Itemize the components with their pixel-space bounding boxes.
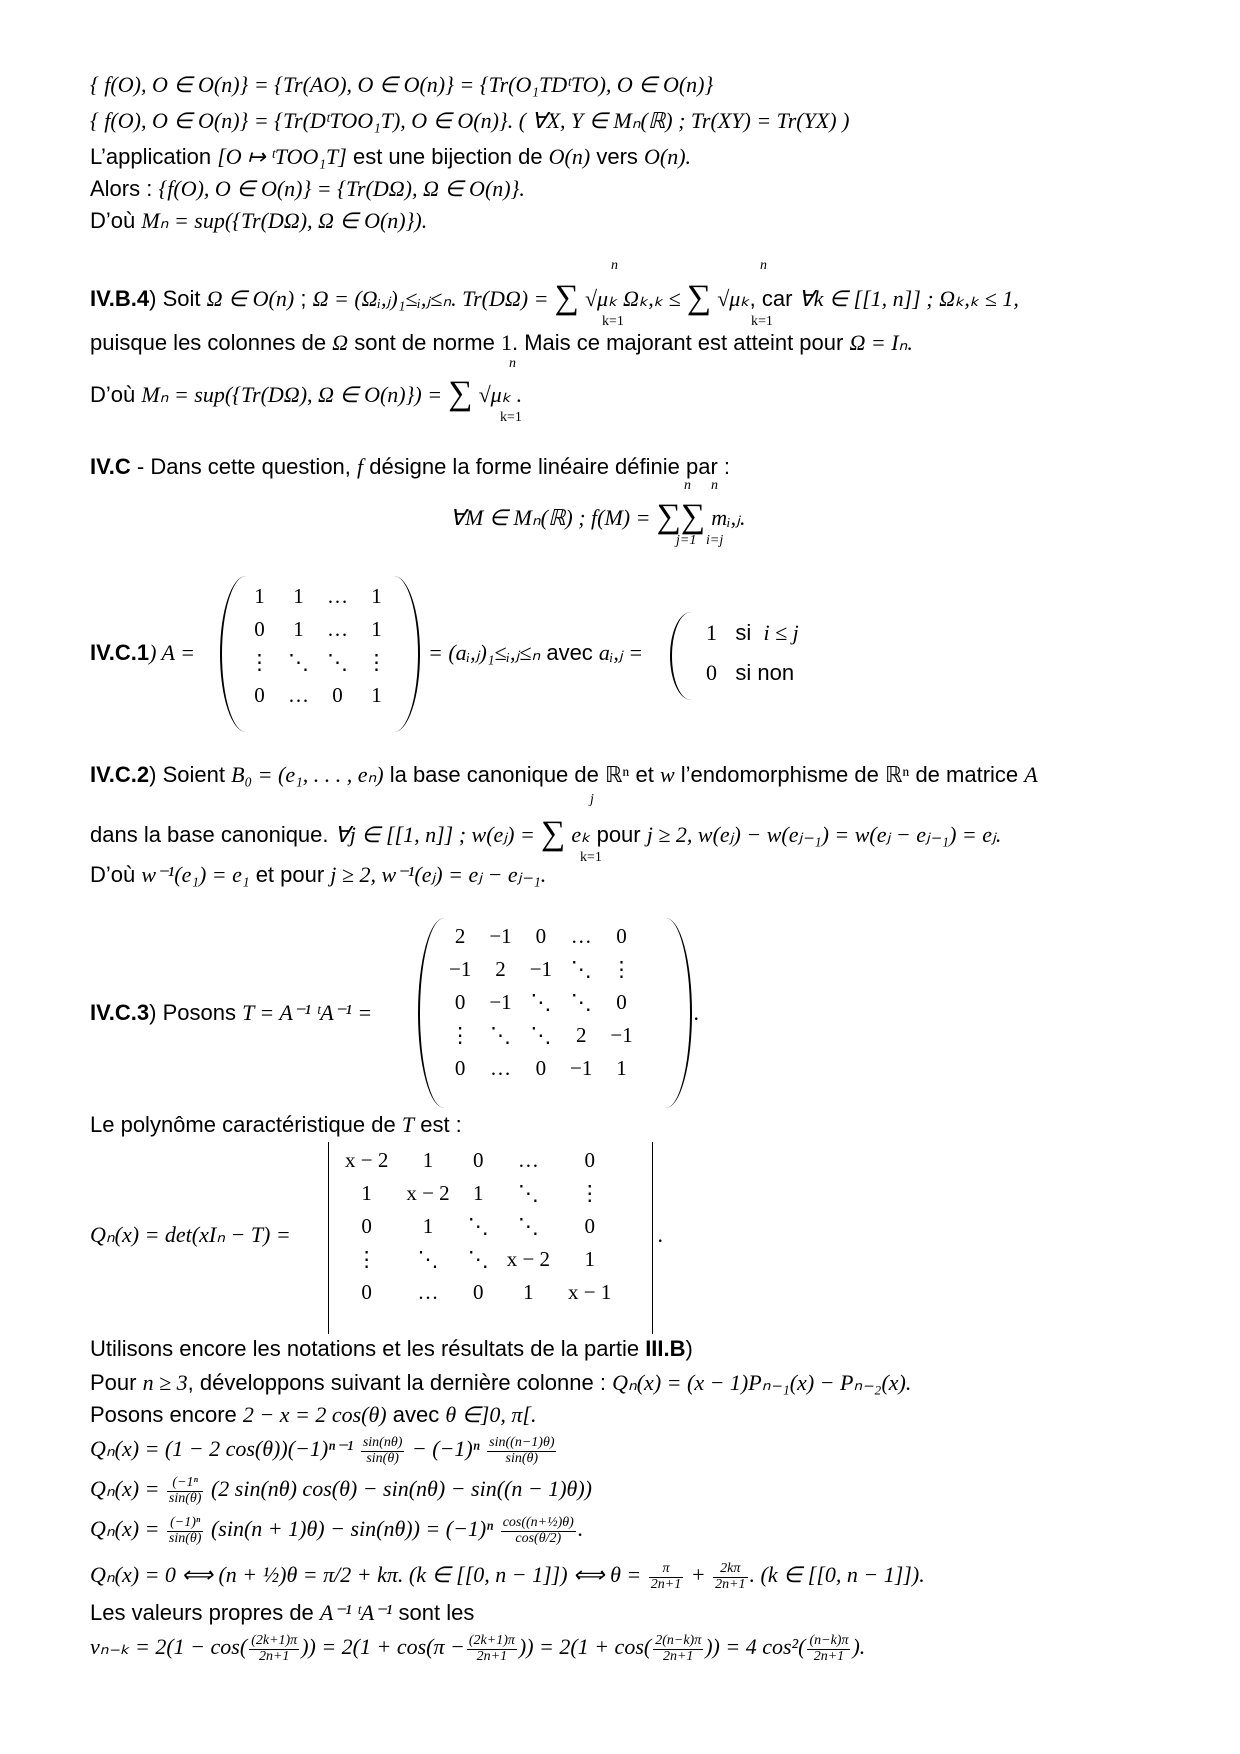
line-ivc3-end <box>694 1000 700 1025</box>
matrix-row <box>240 646 396 679</box>
math: ∀M ∈ Mₙ(ℝ) ; f(M) = <box>450 505 651 530</box>
math: + <box>685 1562 712 1588</box>
numerator: (−1ⁿ <box>167 1476 204 1492</box>
matrix-cell: ⋮ <box>449 1023 471 1047</box>
fraction <box>167 1476 204 1506</box>
math: A⁻¹ ᵗA⁻¹ <box>319 1600 393 1625</box>
numerator: cos((n+½)θ) <box>502 1515 574 1530</box>
matrix-cell: … <box>570 924 592 948</box>
denominator: sin(θ) <box>168 1490 202 1506</box>
denominator: 2n+1 <box>662 1648 694 1664</box>
matrix-row <box>336 1276 620 1309</box>
line-17-end <box>658 1222 664 1247</box>
matrix-row <box>336 1144 620 1177</box>
matrix-cell: 0 <box>454 990 466 1014</box>
matrix-row <box>440 986 642 1019</box>
text: et <box>629 762 660 787</box>
numerator: (2k+1)π <box>468 1633 515 1648</box>
line-16 <box>90 1112 462 1137</box>
math: O(n) <box>548 144 591 169</box>
math: eₖ <box>571 822 591 847</box>
math: (sin(n + 1)θ) − sin(nθ)) = (−1)ⁿ <box>210 1516 494 1542</box>
math: T <box>401 1112 415 1137</box>
sum-symbol: ∑ <box>680 498 706 535</box>
math: Qₙ(x) = (1 − 2 cos(θ))(−1)ⁿ⁻¹ <box>90 1436 354 1462</box>
numerator: (n−k)π <box>809 1633 849 1648</box>
matrix-cell: 1 <box>361 1181 372 1205</box>
line-8 <box>90 372 522 411</box>
line-2-remark: ( ∀X, Y ∈ Mₙ(ℝ) ; Tr(XY) = Tr(YX) ) <box>513 108 850 133</box>
matrix-cell: 0 <box>361 1214 372 1238</box>
sum-lower: i=j <box>706 533 724 548</box>
math: − (−1)ⁿ <box>411 1436 480 1462</box>
math: Qₙ(x) = (x − 1)Pₙ₋₁(x) − Pₙ₋₂(x). <box>612 1370 912 1395</box>
matrix-cell: 1 <box>472 1181 484 1205</box>
matrix-t <box>440 920 642 1085</box>
text: sont les <box>392 1600 475 1625</box>
matrix-cell: 1 <box>422 1214 434 1238</box>
math: Ω = (Ωᵢ,ⱼ)₁≤ᵢ,ⱼ≤ₙ. Tr(DΩ) = <box>312 286 549 311</box>
matrix-cell: ⋱ <box>517 1214 539 1238</box>
matrix-cell: ⋮ <box>366 650 387 674</box>
matrix-cell: ⋱ <box>530 1023 552 1047</box>
math: )) = 2(1 + cos(π − <box>301 1634 465 1660</box>
line-ivc1-rhs <box>428 640 643 665</box>
math: √μₖ . <box>478 382 523 407</box>
line-2-formula: { f(O), O ∈ O(n)} = {Tr(DᵗTOO₁T), O ∈ O(n)}. <box>90 108 514 133</box>
math: O(n). <box>644 144 692 169</box>
line-7 <box>90 330 913 355</box>
matrix-row <box>440 1019 642 1052</box>
line-24 <box>90 1562 925 1592</box>
math: ) A = <box>149 640 195 665</box>
fraction <box>653 1634 703 1664</box>
text: est une bijection de <box>346 144 549 169</box>
matrix-cell: ⋱ <box>288 650 309 674</box>
text: . Mais ce majorant est atteint pour <box>511 330 850 355</box>
matrix-cell: ⋱ <box>570 957 592 981</box>
matrix-cell: ⋱ <box>467 1214 489 1238</box>
matrix-row <box>440 953 642 986</box>
text: est : <box>414 1112 462 1137</box>
denominator: 2n+1 <box>258 1648 290 1664</box>
matrix-cell: ⋮ <box>611 957 633 981</box>
matrix-cell: 1 <box>584 1247 595 1271</box>
matrix-cell: 1 <box>293 617 304 641</box>
sum-symbol: ∑ <box>554 279 579 316</box>
math: . <box>577 1516 584 1542</box>
math: w⁻¹(e₁) = e₁ <box>141 862 250 887</box>
denominator: 2n+1 <box>813 1648 845 1664</box>
math: Qₙ(x) = 0 ⟺ (n + ½)θ = π/2 + kπ. (k ∈ [[0, n − 1]]) ⟺ θ = <box>90 1562 642 1588</box>
matrix-row <box>240 613 396 646</box>
math: νₙ₋ₖ = 2(1 − cos( <box>90 1634 248 1660</box>
matrix-row <box>336 1177 620 1210</box>
matrix-cell: 1 <box>254 584 265 608</box>
matrix-cell: 1 <box>523 1280 534 1304</box>
section-label: IV.C.2 <box>90 762 150 787</box>
math: Ω <box>332 330 349 355</box>
sum-upper: n <box>684 478 691 493</box>
sum-symbol: ∑ <box>540 815 566 852</box>
math: w <box>659 762 675 787</box>
text: Les valeurs propres de <box>90 1600 320 1625</box>
numerator: sin((n−1)θ) <box>489 1435 555 1450</box>
fraction <box>649 1562 683 1592</box>
matrix-cell: 0 <box>616 924 627 948</box>
matrix-cell: −1 <box>610 1023 633 1047</box>
math: (2 sin(nθ) cos(θ) − sin(nθ) − sin((n − 1)θ)) <box>210 1476 592 1502</box>
sum-lower: k=1 <box>602 314 624 329</box>
math: A <box>1024 762 1038 787</box>
fraction <box>487 1436 556 1466</box>
text: et pour <box>249 862 331 887</box>
case-2 <box>706 660 794 685</box>
matrix-cell: ⋮ <box>356 1247 378 1271</box>
line-19 <box>90 1370 911 1395</box>
matrix-cell: 0 <box>454 1056 466 1080</box>
matrix-q <box>336 1144 620 1309</box>
math: ℝⁿ <box>884 762 910 787</box>
math: Mₙ = sup({Tr(DΩ), Ω ∈ O(n)}). <box>141 208 428 233</box>
matrix-cell: 0 <box>584 1214 595 1238</box>
line-4 <box>90 176 525 201</box>
matrix-cell: 1 <box>616 1056 627 1080</box>
math: )) = 4 cos²( <box>705 1634 806 1660</box>
math: ∀j ∈ [[1, n]] ; w(eⱼ) = <box>334 822 535 847</box>
math: T = A⁻¹ ᵗA⁻¹ = <box>242 1000 373 1025</box>
text: désigne la forme linéaire définie par : <box>363 454 731 479</box>
section-label: IV.C.3 <box>90 1000 150 1025</box>
matrix-cell: x − 2 <box>345 1148 389 1172</box>
matrix-cell: … <box>327 584 348 608</box>
text: vers <box>590 144 645 169</box>
matrix-row <box>336 1210 620 1243</box>
text: puisque les colonnes de <box>90 330 333 355</box>
sum-upper: n <box>611 258 618 273</box>
text: de matrice <box>909 762 1025 787</box>
matrix-cell: … <box>417 1280 439 1304</box>
numerator: π <box>649 1562 683 1578</box>
line-25 <box>90 1600 474 1625</box>
denominator: sin(θ) <box>168 1530 202 1546</box>
matrix-cell: x − 1 <box>568 1280 612 1304</box>
math: 0 <box>706 660 717 685</box>
sum-upper: n <box>509 356 516 371</box>
math: Ω = Iₙ. <box>849 330 913 355</box>
denominator: 2n+1 <box>476 1648 508 1664</box>
text: L’application <box>90 144 218 169</box>
line-2 <box>90 108 849 133</box>
math: 2 − x = 2 cos(θ) <box>242 1402 387 1427</box>
matrix-row <box>240 679 396 712</box>
math: )) = 2(1 + cos( <box>518 1634 652 1660</box>
matrix-cell: x − 2 <box>406 1181 450 1205</box>
matrix-cell: 1 <box>371 683 382 707</box>
matrix-cell: … <box>517 1148 539 1172</box>
sum-lower: k=1 <box>580 850 602 865</box>
math: aᵢ,ⱼ = <box>598 640 644 665</box>
matrix-cell: ⋱ <box>467 1247 489 1271</box>
line-ivc2 <box>90 762 1038 787</box>
text: - Dans cette question, <box>130 454 358 479</box>
matrix-cell: 0 <box>472 1148 484 1172</box>
text: sont de norme <box>348 330 501 355</box>
line-21 <box>90 1436 558 1466</box>
math: . <box>694 1000 700 1025</box>
text: ) Soit <box>149 286 207 311</box>
line-ivc1 <box>90 640 195 665</box>
line-26 <box>90 1634 865 1664</box>
text: , car <box>749 286 799 311</box>
case-1 <box>706 620 799 645</box>
text: Le polynôme caractéristique de <box>90 1112 402 1137</box>
line-23 <box>90 1516 583 1546</box>
math: 1 <box>500 330 512 355</box>
fraction <box>501 1516 576 1546</box>
text: Pour <box>90 1370 143 1395</box>
text: dans la base canonique. <box>90 822 335 847</box>
line-18 <box>90 1336 693 1361</box>
math: mᵢ,ⱼ. <box>711 505 746 530</box>
matrix-cell: 0 <box>535 924 547 948</box>
line-17 <box>90 1222 291 1247</box>
matrix-a <box>240 580 396 712</box>
matrix-cell: 0 <box>332 683 343 707</box>
fraction <box>167 1516 204 1546</box>
line-ivc3 <box>90 1000 372 1025</box>
text: avec <box>540 640 599 665</box>
sum-lower: k=1 <box>500 410 522 425</box>
math: j ≥ 2, w⁻¹(eⱼ) = eⱼ − eⱼ₋₁. <box>330 862 547 887</box>
matrix-cell: ⋱ <box>417 1247 439 1271</box>
matrix-cell: ⋱ <box>530 990 552 1014</box>
math: . <box>658 1222 664 1247</box>
sum-lower: j=1 <box>676 533 697 548</box>
text: ) Posons <box>149 1000 243 1025</box>
section-ref: III.B <box>645 1336 686 1361</box>
denominator: sin(θ) <box>366 1450 399 1466</box>
fraction <box>807 1634 850 1664</box>
math: {f(O), O ∈ O(n)} = {Tr(DΩ), Ω ∈ O(n)}. <box>158 176 525 201</box>
matrix-cell: ⋱ <box>570 990 592 1014</box>
math: ℝⁿ <box>605 762 630 787</box>
sum-symbol: ∑ <box>686 279 712 316</box>
matrix-row <box>440 920 642 953</box>
text: pour <box>590 822 647 847</box>
matrix-cell: 1 <box>422 1148 434 1172</box>
section-label: IV.B.4 <box>90 286 150 311</box>
text: Posons encore <box>90 1402 243 1427</box>
matrix-row <box>240 580 396 613</box>
matrix-cell: ⋮ <box>579 1181 601 1205</box>
matrix-cell: 2 <box>495 957 506 981</box>
matrix-cell: −1 <box>489 990 512 1014</box>
math: √μₖ Ωₖ,ₖ ≤ <box>584 286 681 311</box>
fraction <box>361 1436 405 1466</box>
matrix-cell: 1 <box>371 617 382 641</box>
section-label: IV.C.1 <box>90 640 150 665</box>
sum-symbol: ∑ <box>448 375 473 412</box>
text: D’où <box>90 208 142 233</box>
math: √μₖ <box>717 286 750 311</box>
text: ; <box>294 286 313 311</box>
math: 1 <box>706 620 717 645</box>
math: = (aᵢ,ⱼ)₁≤ᵢ,ⱼ≤ₙ <box>428 640 541 665</box>
matrix-row <box>336 1243 620 1276</box>
line-5 <box>90 208 427 233</box>
line-20 <box>90 1402 536 1427</box>
matrix-cell: ⋱ <box>327 650 348 674</box>
matrix-cell: −1 <box>570 1056 593 1080</box>
matrix-cell: 1 <box>371 584 382 608</box>
denominator: 2n+1 <box>715 1576 746 1592</box>
numerator: sin(nθ) <box>362 1435 403 1450</box>
math: B₀ = (e₁, . . . , eₙ) <box>231 762 384 787</box>
denominator: sin(θ) <box>505 1450 539 1466</box>
math: Mₙ = sup({Tr(DΩ), Ω ∈ O(n)}) = <box>141 382 443 407</box>
matrix-cell: 0 <box>616 990 627 1014</box>
line-14 <box>90 862 546 887</box>
matrix-cell: x − 2 <box>506 1247 551 1271</box>
math: Qₙ(x) = det(xIₙ − T) = <box>90 1222 291 1247</box>
matrix-cell: 2 <box>454 924 466 948</box>
matrix-cell: 0 <box>361 1280 372 1304</box>
math: Ω ∈ O(n) <box>206 286 295 311</box>
numerator: 2(n−k)π <box>655 1633 702 1648</box>
text: Utilisons encore les notations et les résultats de la partie <box>90 1336 646 1361</box>
sum-symbol: ∑ <box>656 498 681 535</box>
sum-upper: j <box>590 792 594 807</box>
matrix-row <box>440 1052 642 1085</box>
text: Alors : <box>90 176 159 201</box>
sum-upper: n <box>760 258 767 273</box>
text: la base canonique de <box>383 762 605 787</box>
text: ) Soient <box>149 762 232 787</box>
matrix-cell: 1 <box>293 584 304 608</box>
sum-lower: k=1 <box>751 314 773 329</box>
denominator: cos(θ/2) <box>515 1530 562 1546</box>
matrix-cell: … <box>327 617 348 641</box>
text: si non <box>735 660 795 685</box>
line-13 <box>90 812 1001 851</box>
math: θ ∈]0, π[. <box>445 1402 537 1427</box>
right-paren <box>640 918 692 1108</box>
text: l’endomorphisme de <box>674 762 885 787</box>
line-ivc <box>90 454 730 479</box>
fraction <box>249 1634 299 1664</box>
math: ). <box>852 1634 866 1660</box>
math: Qₙ(x) = <box>90 1476 160 1502</box>
line-1: { f(O), O ∈ O(n)} = {Tr(AO), O ∈ O(n)} = {Tr(O₁TDᵗTO), O ∈ O(n)} <box>90 72 714 97</box>
numerator: (2k+1)π <box>251 1633 298 1648</box>
line-3 <box>90 144 691 169</box>
matrix-cell: 0 <box>472 1280 484 1304</box>
line-ivb4 <box>90 276 1019 315</box>
matrix-cell: −1 <box>529 957 553 981</box>
math: Qₙ(x) = <box>90 1516 160 1542</box>
math: n ≥ 3 <box>142 1370 188 1395</box>
math: j ≥ 2, w(eⱼ) − w(eⱼ₋₁) = w(eⱼ − eⱼ₋₁) = eⱼ. <box>646 822 1002 847</box>
det-left-bar <box>328 1142 329 1334</box>
matrix-cell: 0 <box>584 1148 595 1172</box>
math: i ≤ j <box>763 620 799 645</box>
math: [O ↦ ᵗTOO₁T] <box>217 144 347 169</box>
math: f <box>357 454 364 479</box>
text: si <box>735 620 752 645</box>
matrix-cell: 2 <box>575 1023 587 1047</box>
sum-upper: n <box>711 478 718 493</box>
det-right-bar <box>652 1142 653 1334</box>
text: D’où <box>90 862 142 887</box>
matrix-cell: 0 <box>254 683 265 707</box>
matrix-cell: … <box>288 683 309 707</box>
text: , développons suivant la dernière colonne : <box>187 1370 613 1395</box>
matrix-cell: ⋱ <box>517 1181 539 1205</box>
matrix-cell: 0 <box>535 1056 547 1080</box>
fraction <box>713 1562 747 1592</box>
line-22 <box>90 1476 592 1506</box>
math: . (k ∈ [[0, n − 1]]). <box>749 1562 925 1588</box>
matrix-cell: ⋮ <box>249 650 270 674</box>
fraction <box>467 1634 517 1664</box>
denominator: 2n+1 <box>650 1576 682 1592</box>
text: ) <box>685 1336 693 1361</box>
matrix-cell: ⋱ <box>490 1023 512 1047</box>
text: avec <box>386 1402 446 1427</box>
matrix-cell: −1 <box>449 957 472 981</box>
line-10 <box>450 495 745 534</box>
matrix-cell: 0 <box>254 617 265 641</box>
matrix-cell: −1 <box>489 924 512 948</box>
text: D’où <box>90 382 142 407</box>
numerator: (−1)ⁿ <box>167 1516 204 1532</box>
numerator: 2kπ <box>713 1562 747 1578</box>
matrix-cell: … <box>490 1056 512 1080</box>
math: ∀k ∈ [[1, n]] ; Ωₖ,ₖ ≤ 1, <box>798 286 1019 311</box>
section-label: IV.C <box>90 454 131 479</box>
